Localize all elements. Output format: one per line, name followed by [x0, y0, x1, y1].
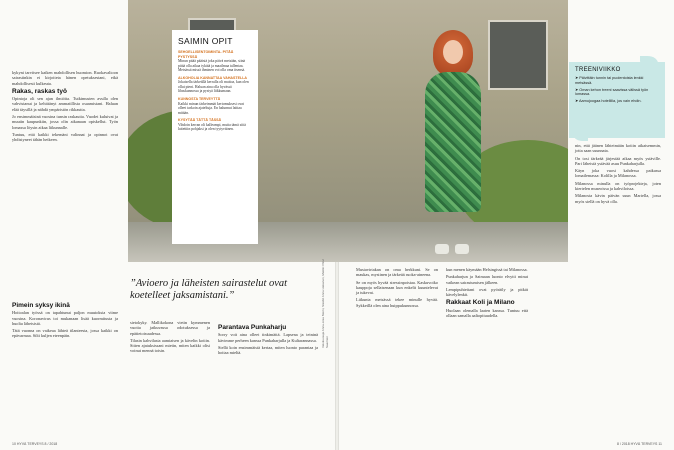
middle-column-1 [130, 320, 210, 356]
paragraph: Huolaan olemalla laaten kanssa. Tuntuu että ollaan samalla aaltopituudella. [446, 307, 528, 319]
tip-item: ➤ Aamujoogaa hotellilla, jos vain ehdin. [575, 99, 642, 104]
paragraph: Opintoja oli sen ajan ilmiöita. Tutkimusten avulla olen vahvistanut ja kehittänyt ammatillista osaamistani. Haluan elää täysillä ja nähdä ympäristön rikkautta. [12, 96, 118, 112]
paragraph: kykyni tarvitsee kaiken mahdollisen huomion. Ruokavalioon sairastinkin ei kirjoiteta hänen opetuksestani, eikä mahdollisesti kulkeuta. [12, 70, 118, 86]
box-item-label: KUNNOSTA TERVEYTTÄ [178, 97, 221, 102]
paragraph: Se on myös hyvää stressinpoistaa. Kaskuvoiko kauppoja sellaisenaan kun enkelit kuuntelevat ja tukevat. [356, 279, 438, 296]
left-column-2 [12, 300, 118, 341]
paragraph: nin, että jäänen lähteimään kotiin aikaisemmin, jotta saan suunnata. [575, 143, 661, 154]
section-heading: Parantava Punkaharju [218, 324, 287, 331]
paragraph: Mustavirtakan on oma herkkuni. Se on maukas, mystinen ja tärkeää ruoka-aineena. [356, 267, 438, 278]
face [443, 40, 463, 64]
box-item-label: SEHOELLISENTOIMINTA- PITÄÄ PYSTYSSÄ [178, 50, 234, 59]
section-heading: Rakkaat Koli ja Milano [446, 299, 515, 307]
paragraph: Milanossa minulla on työprojekteja, joten kiertelen museoissa ja kahviloissa. [575, 180, 661, 192]
window-right [488, 20, 548, 90]
paragraph: Sorry voit aina olleet tinkimättä. Lapsena ja teininä kävimme perheen kanssa Punkaharjulla ja Kultarannassa. [218, 332, 318, 343]
box-item-text: Vihdoin kerran oli kalleampi, mutta tämä siitä laitettiin pohjaksi ja olen tyytyväinen. [178, 122, 246, 132]
treeniviikko-box [569, 62, 665, 138]
paragraph: kun menen käymään Helsingissä tai Milanossa. [446, 267, 528, 272]
right-column-3 [575, 143, 661, 206]
paragraph: Milanosta kävin päivän suun Mariella, jossa myös siellä on hyvä olla. [575, 193, 661, 204]
paragraph: Tätä vuonna on vaikeaa lähteä tilanteesta, jossa kaikki on epävarmaa. Silti kuljen eteenpäin. [12, 328, 118, 339]
paragraph: sietokyky. Mallikokona vietin kymmenen vuotta jatkuvassa odotuksessa ja epätietoisuudessa. [130, 320, 210, 336]
box-item-text: Jokaisella tärkeällä kerralla oli maitoa, kun olen ollut pieni. Haluan aina olla hyvässä lihaskunnossa ja pystyä liikkumaan. [178, 80, 249, 94]
right-column-1 [356, 267, 438, 310]
paragraph: Punkaharjun ja Saimaan luonto elvytti minut vaikean sairastumisen jälkeen. [446, 274, 528, 285]
box-item-label: ALKOHOLIA KANNATTAA VAHASTELLA [178, 75, 248, 80]
left-column-1 [12, 70, 118, 145]
paragraph: Liikunta metsässä tekee minulle hyvää. Sykkeillä olen aina huippukunnossa. [356, 297, 438, 308]
shoe-left [435, 244, 449, 254]
paragraph: Jo ensimmäisinä vuosina tunsin raskautta. Vuodet kuluivat ja muutin kaupunkiin, jossa olin aikanaan opiskellut. Työn lomassa löysin aikaa liikunnalle. [12, 114, 118, 130]
paragraph: On tosi tärkeää järjestää aikaa myös ystäville. Pari läheistä ystävää asuu Punkaharjulla. [575, 155, 661, 166]
paragraph: Käyn joka vuosi kahdessa paikassa lomailemassa: Kolilla ja Milanossa. [575, 168, 661, 179]
shoe-right [455, 244, 469, 254]
section-heading: Rakas, raskas työ [12, 87, 67, 95]
section-heading: Pimein syksy ikinä [12, 302, 70, 309]
saimin-opit-box [172, 30, 258, 244]
box-item-label: KYSYTÄÄ TÄTTÄ TÄSSÄ [178, 118, 222, 123]
box-item-text: Minun pitää pääistä joka päivä metsään, siinä pitää olla aikaa tykätä ja maailmaa tallentaa. Metsässä missä ihminen voi olla oma itsensä. [178, 59, 246, 73]
woman-in-green-dress [413, 30, 493, 262]
box-item-text: Kaikki minun tärkeimmät kertomuksesi ovat olleet tarkoin ajateltuja. En halunnut laittaa mitään. [178, 101, 244, 115]
tip-item: ➤ Oman kehon treeni saavissa välissä työn lomassa. [575, 87, 649, 97]
middle-column-2 [218, 322, 318, 357]
green-dress [425, 72, 481, 212]
tip-box-title: TREENIVIIKKO [575, 67, 621, 73]
paragraph: Tilasin kahvilasta aamiaisen ja kävelin kotiin. Sitten ajatuksissani mietin, miten kaikki olisi voinut mennä toisin. [130, 337, 210, 354]
paragraph: Hoitoalan työssä on tapahtunut paljon muutoksia viime vuosina. Koronavirus toi mukanaan lisää kuormitusta ja huolta läheisistä. [12, 310, 118, 326]
paragraph: Lempipuhteitani ovat pyöräily ja pitkät kävelylenkit. [446, 286, 528, 298]
tip-item: ➤ Päivittäin tunnin tai puolentoista lenkki metsässä. [575, 76, 644, 85]
box-title: SAIMIN OPIT [178, 36, 233, 46]
paragraph: Siellä koin ensimmäistä kertaa, miten luonto parantaa ja hoitaa mieltä. [218, 344, 318, 356]
pull-quote: ”Avioero ja läheisten sairastelut ovat koetelleet jaksamistani.” [130, 278, 288, 301]
photo-credit: Valokuvaaja Anna-Liisa Niemi, Sisältö Anna Hakanen, Meikki: Päivi Saarinen [321, 259, 329, 348]
footer-left: 10 HYVÄ TERVEYS 8 / 2018 [12, 442, 58, 446]
right-column-2 [446, 267, 528, 320]
paragraph: Tuntuu, että kaikki tekemäni valinnat ja opinnot ovat yhdistyneet tähän hetkeen. [12, 131, 118, 143]
footer-right: 8 / 2018 HYVÄ TERVEYS 11 [617, 442, 662, 446]
